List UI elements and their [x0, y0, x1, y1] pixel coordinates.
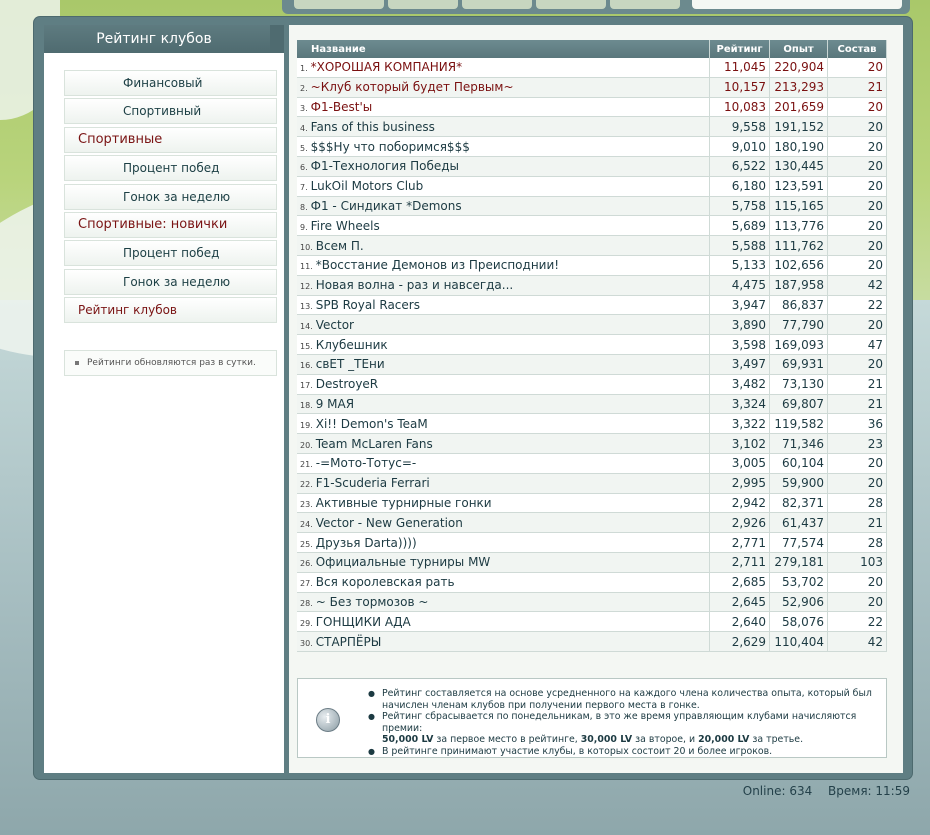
club-name-cell[interactable]: [297, 196, 710, 216]
prize-second: 30,000 LV: [580, 734, 633, 745]
club-name[interactable]: Новая волна - раз и навсегда...: [315, 278, 514, 293]
sidebar-item-8[interactable]: [64, 297, 277, 323]
table-row[interactable]: [297, 632, 887, 652]
rank-number: 5.: [300, 143, 308, 153]
club-roster-cell: 20: [828, 58, 887, 77]
sidebar-item-label: Спортивные: новички: [78, 216, 228, 232]
info-text: Рейтинг составляется на основе усредненного на каждого члена количества опыта, который был начислен членам клубов при получении первого места в гонке.: [382, 688, 872, 711]
table-row[interactable]: [297, 176, 887, 196]
club-name[interactable]: $$$Ну что поборимся$$$: [310, 139, 470, 154]
club-name-cell[interactable]: [297, 434, 710, 454]
club-name[interactable]: Team McLaren Fans: [315, 436, 433, 451]
rank-number: 18.: [300, 400, 313, 410]
club-exp-cell: 102,656: [770, 255, 828, 275]
club-roster-cell: 20: [828, 315, 887, 335]
club-exp-cell: 60,104: [770, 453, 828, 473]
sidebar-title-text: Рейтинг клубов: [96, 31, 212, 47]
table-row[interactable]: [297, 117, 887, 137]
table-row[interactable]: [297, 255, 887, 275]
club-exp-cell: 77,790: [770, 315, 828, 335]
sidebar-item-3[interactable]: [64, 155, 277, 181]
sidebar-item-5: [64, 212, 277, 238]
top-navigation: [282, 0, 910, 14]
table-row[interactable]: [297, 552, 887, 572]
club-exp-cell: 73,130: [770, 374, 828, 394]
update-note: [64, 350, 277, 376]
club-rating-cell: 3,324: [710, 394, 770, 414]
club-name-cell[interactable]: [297, 315, 710, 335]
sidebar-title-edge: [270, 25, 284, 53]
club-rating-cell: 9,558: [710, 117, 770, 137]
club-name-cell[interactable]: [297, 354, 710, 374]
rank-number: 19.: [300, 420, 313, 430]
table-row[interactable]: [297, 236, 887, 256]
table-row[interactable]: [297, 354, 887, 374]
club-name[interactable]: Ф1 - Синдикат *Demons: [310, 198, 462, 213]
nav-tab[interactable]: [462, 0, 532, 9]
club-name[interactable]: Активные турнирные гонки: [315, 495, 492, 510]
status-bar: [731, 784, 910, 798]
rank-number: 15.: [300, 341, 313, 351]
club-exp-cell: 86,837: [770, 295, 828, 315]
club-name[interactable]: Вся королевская рать: [315, 575, 455, 590]
club-name-cell[interactable]: [297, 255, 710, 275]
rank-number: 14.: [300, 321, 313, 331]
club-exp-cell: 82,371: [770, 493, 828, 513]
sidebar-item-label: Гонок за неделю: [123, 189, 231, 204]
table-row[interactable]: [297, 137, 887, 157]
club-name[interactable]: ГОНЩИКИ АДА: [315, 614, 411, 629]
table-row[interactable]: [297, 473, 887, 493]
update-note-text: Рейтинги обновляются раз в сутки.: [87, 358, 256, 368]
club-roster-cell: 21: [828, 77, 887, 97]
rank-number: 26.: [300, 559, 313, 569]
club-name[interactable]: -=Мото-Тотус=-: [315, 456, 417, 471]
club-name-cell[interactable]: [297, 97, 710, 117]
table-row[interactable]: [297, 394, 887, 414]
table-row[interactable]: [297, 493, 887, 513]
club-roster-cell: 42: [828, 275, 887, 295]
column-header-roster[interactable]: Состав: [828, 40, 887, 58]
club-rating-cell: 3,497: [710, 354, 770, 374]
server-time: Время: 11:59: [828, 784, 910, 798]
club-name-cell[interactable]: [297, 513, 710, 533]
club-rating-cell: 3,102: [710, 434, 770, 454]
club-roster-cell: 20: [828, 196, 887, 216]
info-text: за первое место в рейтинге,: [433, 734, 581, 745]
sidebar-item-0[interactable]: [64, 70, 277, 96]
sidebar-item-7[interactable]: [64, 269, 277, 295]
club-name[interactable]: ~Клуб который будет Первым~: [310, 80, 514, 95]
club-rating-cell: 2,645: [710, 592, 770, 612]
club-name[interactable]: 9 МАЯ: [315, 396, 355, 411]
club-rating-cell: 5,758: [710, 196, 770, 216]
club-name[interactable]: Ф1-Технология Победы: [310, 159, 460, 174]
rank-number: 3.: [300, 103, 308, 113]
club-exp-cell: 187,958: [770, 275, 828, 295]
club-exp-cell: 111,762: [770, 236, 828, 256]
club-rating-cell: 6,522: [710, 156, 770, 176]
club-name-cell[interactable]: [297, 453, 710, 473]
club-exp-cell: 53,702: [770, 572, 828, 592]
club-rating-cell: 6,180: [710, 176, 770, 196]
rank-number: 27.: [300, 579, 313, 589]
column-header-exp[interactable]: Опыт: [770, 40, 828, 58]
club-roster-cell: 20: [828, 137, 887, 157]
nav-tab[interactable]: [388, 0, 458, 9]
club-exp-cell: 180,190: [770, 137, 828, 157]
club-name-cell[interactable]: [297, 275, 710, 295]
table-row[interactable]: [297, 58, 887, 77]
club-roster-cell: 20: [828, 117, 887, 137]
nav-tab[interactable]: [536, 0, 606, 9]
club-roster-cell: 20: [828, 97, 887, 117]
club-exp-cell: 169,093: [770, 335, 828, 355]
club-exp-cell: 213,293: [770, 77, 828, 97]
club-roster-cell: 20: [828, 473, 887, 493]
info-text: Рейтинг сбрасывается по понедельникам, в это же время управляющим клубами начисляются премии:: [382, 711, 857, 734]
sidebar-item-6[interactable]: [64, 240, 277, 266]
club-rating-cell: 2,926: [710, 513, 770, 533]
club-rating-cell: 5,588: [710, 236, 770, 256]
club-exp-cell: 61,437: [770, 513, 828, 533]
club-name[interactable]: LukOil Motors Club: [310, 179, 424, 194]
club-exp-cell: 69,807: [770, 394, 828, 414]
club-rating-cell: 3,947: [710, 295, 770, 315]
table-header-row: [297, 40, 887, 58]
club-name-cell[interactable]: [297, 137, 710, 157]
club-name[interactable]: СТАРПЁРЫ: [315, 634, 382, 649]
table-row[interactable]: [297, 275, 887, 295]
rank-number: 6.: [300, 163, 308, 173]
club-roster-cell: 20: [828, 236, 887, 256]
club-name-cell[interactable]: [297, 58, 710, 77]
club-rating-cell: 3,482: [710, 374, 770, 394]
rank-number: 24.: [300, 519, 313, 529]
table-row[interactable]: [297, 572, 887, 592]
info-item: [368, 711, 878, 746]
online-count: Online: 634: [742, 784, 813, 798]
sidebar-item-label: Процент побед: [123, 246, 220, 261]
club-exp-cell: 279,181: [770, 552, 828, 572]
rank-number: 1.: [300, 64, 308, 74]
club-name-cell[interactable]: [297, 592, 710, 612]
club-name-cell[interactable]: [297, 374, 710, 394]
club-name-cell[interactable]: [297, 394, 710, 414]
prize-first: 50,000 LV: [382, 734, 434, 745]
club-name-cell[interactable]: [297, 77, 710, 97]
table-row[interactable]: [297, 295, 887, 315]
club-rating-cell: 2,640: [710, 612, 770, 632]
table-row[interactable]: [297, 374, 887, 394]
club-roster-cell: 28: [828, 493, 887, 513]
club-name-cell[interactable]: [297, 156, 710, 176]
nav-tab[interactable]: [294, 0, 384, 9]
rank-number: 21.: [300, 460, 313, 470]
club-name[interactable]: Xi!! Demon's TeaM: [315, 416, 428, 431]
rank-number: 23.: [300, 499, 313, 509]
club-name-cell[interactable]: [297, 632, 710, 652]
club-roster-cell: 47: [828, 335, 887, 355]
club-name[interactable]: Официальные турниры MW: [315, 555, 491, 570]
club-roster-cell: 20: [828, 216, 887, 236]
club-name[interactable]: *Восстание Демонов из Преисподнии!: [315, 258, 560, 273]
club-rating-cell: 3,322: [710, 414, 770, 434]
club-roster-cell: 21: [828, 374, 887, 394]
club-exp-cell: 59,900: [770, 473, 828, 493]
club-exp-cell: 52,906: [770, 592, 828, 612]
club-name[interactable]: ~ Без тормозов ~: [315, 594, 429, 609]
club-exp-cell: 119,582: [770, 414, 828, 434]
club-exp-cell: 71,346: [770, 434, 828, 454]
club-roster-cell: 103: [828, 552, 887, 572]
rank-number: 22.: [300, 480, 313, 490]
club-exp-cell: 110,404: [770, 632, 828, 652]
club-rating-cell: 2,771: [710, 533, 770, 553]
club-name-cell[interactable]: [297, 473, 710, 493]
club-rating-cell: 4,475: [710, 275, 770, 295]
nav-tab[interactable]: [610, 0, 680, 9]
club-rating-cell: 2,685: [710, 572, 770, 592]
info-box: [297, 678, 887, 758]
table-row[interactable]: [297, 592, 887, 612]
rank-number: 30.: [300, 638, 313, 648]
club-exp-cell: 191,152: [770, 117, 828, 137]
club-roster-cell: 20: [828, 156, 887, 176]
table-row[interactable]: [297, 196, 887, 216]
club-name-cell[interactable]: [297, 572, 710, 592]
club-name-cell[interactable]: [297, 493, 710, 513]
bullet-icon: [75, 361, 79, 365]
sidebar-item-label: Финансовый: [123, 76, 203, 90]
club-name-cell[interactable]: [297, 176, 710, 196]
prize-third: 20,000 LV: [698, 734, 750, 745]
sidebar-title: [44, 25, 284, 53]
sidebar-menu: [64, 70, 277, 326]
club-roster-cell: 42: [828, 632, 887, 652]
rank-number: 8.: [300, 202, 308, 212]
club-name[interactable]: SPB Royal Racers: [315, 297, 420, 312]
club-name[interactable]: Всем П.: [315, 238, 364, 253]
table-row[interactable]: [297, 414, 887, 434]
sidebar-item-label: Рейтинг клубов: [78, 303, 178, 318]
rank-number: 13.: [300, 301, 313, 311]
club-exp-cell: 220,904: [770, 58, 828, 77]
club-rating-cell: 3,005: [710, 453, 770, 473]
club-roster-cell: 22: [828, 612, 887, 632]
rank-number: 10.: [300, 242, 313, 252]
club-name[interactable]: Fans of this business: [310, 119, 435, 134]
club-exp-cell: 77,574: [770, 533, 828, 553]
info-text: В рейтинге принимают участие клубы, в которых состоит 20 и более игроков.: [382, 745, 773, 757]
club-rating-cell: 5,133: [710, 255, 770, 275]
club-exp-cell: 123,591: [770, 176, 828, 196]
club-roster-cell: 21: [828, 394, 887, 414]
club-roster-cell: 20: [828, 255, 887, 275]
column-header-name[interactable]: Название: [297, 40, 710, 58]
club-name-cell[interactable]: [297, 552, 710, 572]
rank-number: 20.: [300, 440, 313, 450]
club-rating-table: [297, 40, 887, 652]
info-item: [368, 746, 878, 758]
club-rating-cell: 5,689: [710, 216, 770, 236]
club-rating-cell: 10,157: [710, 77, 770, 97]
club-name-cell[interactable]: [297, 236, 710, 256]
sidebar-item-label: Спортивные: [78, 131, 163, 147]
table-row[interactable]: [297, 453, 887, 473]
club-roster-cell: 23: [828, 434, 887, 454]
club-name[interactable]: свЕТ _ТЕни: [315, 357, 385, 372]
club-name[interactable]: Vector - New Generation: [315, 515, 463, 530]
club-name-cell[interactable]: [297, 216, 710, 236]
club-roster-cell: 20: [828, 592, 887, 612]
table-row[interactable]: [297, 612, 887, 632]
table-row[interactable]: [297, 335, 887, 355]
table-row[interactable]: [297, 156, 887, 176]
rank-number: 17.: [300, 381, 313, 391]
sidebar-item-label: Гонок за неделю: [123, 274, 231, 289]
club-rating-cell: 11,045: [710, 58, 770, 77]
club-name-cell[interactable]: [297, 117, 710, 137]
club-exp-cell: 115,165: [770, 196, 828, 216]
info-text: за второе, и: [632, 734, 699, 745]
table-row[interactable]: [297, 97, 887, 117]
club-name-cell[interactable]: [297, 335, 710, 355]
sidebar-item-2: [64, 127, 277, 153]
club-roster-cell: 36: [828, 414, 887, 434]
table-row[interactable]: [297, 533, 887, 553]
rank-number: 12.: [300, 282, 313, 292]
club-rating-cell: 2,995: [710, 473, 770, 493]
rank-number: 11.: [300, 262, 313, 272]
table-row[interactable]: [297, 216, 887, 236]
sidebar-item-label: Спортивный: [123, 104, 202, 119]
sidebar-item-label: Процент побед: [123, 161, 220, 176]
club-exp-cell: 130,445: [770, 156, 828, 176]
club-name-cell[interactable]: [297, 295, 710, 315]
rank-number: 9.: [300, 222, 308, 232]
table-row[interactable]: [297, 315, 887, 335]
club-name[interactable]: Клубешник: [315, 337, 388, 352]
table-row[interactable]: [297, 513, 887, 533]
club-roster-cell: 20: [828, 453, 887, 473]
rank-number: 7.: [300, 183, 308, 193]
club-rating-cell: 3,598: [710, 335, 770, 355]
rank-number: 4.: [300, 123, 308, 133]
club-name-cell[interactable]: [297, 612, 710, 632]
club-name-cell[interactable]: [297, 533, 710, 553]
club-name[interactable]: Fire Wheels: [310, 218, 380, 233]
club-rating-cell: 2,711: [710, 552, 770, 572]
club-rating-cell: 2,629: [710, 632, 770, 652]
info-list: [368, 688, 878, 757]
info-item: [368, 688, 878, 711]
club-roster-cell: 20: [828, 176, 887, 196]
table-row[interactable]: [297, 77, 887, 97]
club-exp-cell: 58,076: [770, 612, 828, 632]
club-name[interactable]: *ХОРОШАЯ КОМПАНИЯ*: [310, 60, 463, 75]
club-roster-cell: 20: [828, 354, 887, 374]
club-name[interactable]: Vector: [315, 317, 354, 332]
search-input[interactable]: [692, 0, 902, 9]
rank-number: 2.: [300, 84, 308, 94]
club-rating-cell: 9,010: [710, 137, 770, 157]
table-row[interactable]: [297, 434, 887, 454]
club-name[interactable]: Ф1-Best'ы: [310, 99, 373, 114]
club-rating-cell: 3,890: [710, 315, 770, 335]
info-text: за третье.: [749, 734, 804, 745]
column-header-rating[interactable]: Рейтинг: [710, 40, 770, 58]
club-exp-cell: 201,659: [770, 97, 828, 117]
rank-number: 25.: [300, 539, 313, 549]
club-roster-cell: 28: [828, 533, 887, 553]
club-roster-cell: 22: [828, 295, 887, 315]
club-exp-cell: 113,776: [770, 216, 828, 236]
rank-number: 29.: [300, 618, 313, 628]
sidebar-item-1[interactable]: [64, 98, 277, 124]
club-name[interactable]: DestroyeR: [315, 377, 379, 392]
info-icon: i: [316, 708, 340, 732]
club-exp-cell: 69,931: [770, 354, 828, 374]
club-rating-cell: 10,083: [710, 97, 770, 117]
club-name[interactable]: F1-Scuderia Ferrari: [315, 476, 430, 491]
rank-number: 28.: [300, 598, 313, 608]
club-roster-cell: 20: [828, 572, 887, 592]
sidebar-item-4[interactable]: [64, 184, 277, 210]
club-rating-cell: 2,942: [710, 493, 770, 513]
club-name[interactable]: Друзья Darta)))): [315, 535, 417, 550]
club-name-cell[interactable]: [297, 414, 710, 434]
club-roster-cell: 21: [828, 513, 887, 533]
rank-number: 16.: [300, 361, 313, 371]
